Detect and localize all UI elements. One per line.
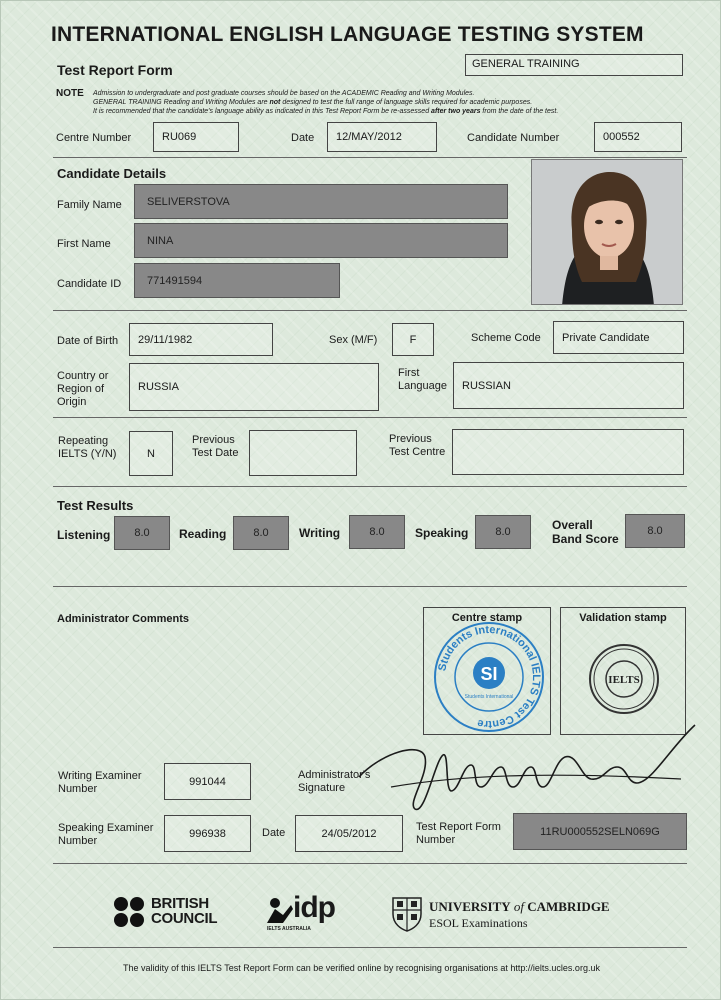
reading-value: 8.0: [253, 527, 269, 539]
note-line-2: GENERAL TRAINING Reading and Writing Modules are not designed to test the full range of language skills required for academic purposes.: [93, 99, 533, 106]
divider: [53, 947, 687, 948]
speaking-score: [475, 515, 531, 549]
divider: [53, 486, 687, 487]
divider: [53, 586, 687, 587]
centre-stamp-label: Centre stamp: [451, 612, 523, 624]
writing-score: [349, 515, 405, 549]
writing-value: 8.0: [369, 526, 385, 538]
cambridge-crest-icon: [391, 896, 423, 932]
stamp-inner-text: Students International: [464, 694, 514, 700]
test-date-value: 12/MAY/2012: [336, 131, 402, 143]
first-name-value: NINA: [147, 234, 174, 247]
country-label: Country or Region of Origin: [57, 370, 109, 408]
candidate-photo: [531, 159, 683, 305]
country-value: RUSSIA: [138, 381, 179, 393]
overall-label: Overall Band Score: [552, 518, 619, 546]
form-name: Test Report Form: [57, 62, 173, 78]
speaking-examiner-field: [164, 815, 251, 852]
family-name-field: [134, 184, 508, 219]
repeating-value: N: [147, 447, 155, 460]
module-box: [465, 54, 683, 76]
speaking-label: Speaking: [415, 526, 469, 540]
listening-label: Listening: [57, 528, 111, 542]
note-text: [93, 89, 673, 116]
previous-test-centre-field: [452, 429, 684, 475]
writing-examiner-field: [164, 763, 251, 800]
previous-test-date-label: Previous Test Date: [192, 434, 239, 459]
sex-field: [392, 323, 434, 356]
cambridge-name: UNIVERSITY of CAMBRIDGE: [429, 899, 610, 914]
divider: [53, 157, 687, 158]
portrait-image: [532, 160, 683, 305]
candidate-id-value: 771491594: [147, 274, 203, 287]
svg-text:SI: SI: [480, 664, 498, 684]
dob-value: 29/11/1982: [138, 333, 193, 346]
writing-examiner-value: 991044: [189, 775, 226, 788]
reading-score: [233, 516, 289, 550]
test-results-title: Test Results: [57, 498, 134, 513]
first-name-label: First Name: [57, 238, 111, 250]
cambridge-logo: [391, 896, 611, 936]
note-line-1: Admission to undergraduate and post graduate courses should be based on the ACADEMIC Reading and Writing Modules.: [93, 90, 475, 97]
idp-figure-icon: [265, 897, 295, 925]
admin-date-value: 24/05/2012: [321, 827, 377, 840]
scheme-code-label: Scheme Code: [471, 332, 541, 344]
overall-score: [625, 514, 685, 548]
centre-stamp-box: [423, 607, 551, 735]
divider: [53, 863, 687, 864]
divider: [53, 417, 687, 418]
reading-label: Reading: [179, 527, 227, 541]
british-council-text: BRITISH COUNCIL: [151, 895, 218, 927]
first-name-field: [134, 223, 508, 258]
speaking-examiner-label: Speaking Examiner Number: [58, 822, 154, 847]
centre-number-field: [153, 122, 239, 152]
candidate-number-label: Candidate Number: [467, 132, 560, 144]
dob-field: [129, 323, 273, 356]
note-line-3: It is recommended that the candidate's language ability as indicated in this Test Report Form be re-assessed after two years from the date of the test.: [93, 108, 559, 115]
date-label: Date: [291, 132, 315, 144]
overall-value: 8.0: [647, 525, 663, 537]
family-name-value: SELIVERSTOVA: [147, 195, 230, 208]
country-field: [129, 363, 379, 411]
previous-test-centre-label: Previous Test Centre: [389, 433, 446, 458]
first-language-label: First Language: [398, 367, 447, 392]
admin-signature-label: Administrator's Signature: [298, 769, 371, 794]
page-title: INTERNATIONAL ENGLISH LANGUAGE TESTING SYSTEM: [51, 23, 644, 46]
test-date-field: [327, 122, 437, 152]
validation-stamp-box: [560, 607, 686, 735]
trf-number-value: 11RU000552SELN069G: [540, 825, 660, 838]
first-language-value: RUSSIAN: [462, 379, 511, 392]
dob-label: Date of Birth: [57, 335, 119, 347]
validation-stamp-seal: [587, 642, 661, 716]
candidate-number-value: 000552: [603, 131, 640, 143]
candidate-details-title: Candidate Details: [57, 166, 167, 181]
stamp-ring-text: Students International IELTS Test Centre: [436, 623, 543, 731]
family-name-label: Family Name: [57, 199, 122, 211]
admin-date-label: Date: [262, 827, 286, 839]
cambridge-esol: ESOL Examinations: [429, 916, 528, 930]
speaking-examiner-value: 996938: [189, 827, 226, 840]
divider: [53, 310, 687, 311]
writing-examiner-label: Writing Examiner Number: [58, 770, 142, 795]
trf-number-field: [513, 813, 687, 850]
module-value: GENERAL TRAINING: [472, 58, 580, 70]
idp-text: idp: [293, 891, 335, 924]
british-council-dots-icon: [113, 896, 147, 930]
validation-stamp-text: IELTS: [608, 674, 640, 686]
verification-footer: The validity of this IELTS Test Report Form can be verified online by recognising organisations at http://ielts.ucles.org.uk: [123, 963, 600, 973]
idp-logo: [265, 893, 345, 935]
sex-value: F: [409, 333, 417, 346]
idp-subtext: IELTS AUSTRALIA: [267, 926, 311, 932]
validation-stamp-label: Validation stamp: [579, 612, 667, 624]
repeating-label: Repeating IELTS (Y/N): [58, 435, 117, 460]
sex-label: Sex (M/F): [329, 334, 378, 346]
listening-score: [114, 516, 170, 550]
admin-date-field: [295, 815, 403, 852]
administrator-signature: [351, 717, 707, 817]
writing-label: Writing: [299, 526, 341, 540]
candidate-id-field: [134, 263, 340, 298]
british-council-logo: [113, 895, 218, 935]
scheme-code-value: Private Candidate: [562, 331, 650, 344]
scheme-code-field: [553, 321, 684, 354]
administrator-comments-label: Administrator Comments: [57, 613, 190, 625]
centre-number-label: Centre Number: [56, 132, 132, 144]
speaking-value: 8.0: [495, 526, 511, 538]
previous-test-date-field: [249, 430, 357, 476]
first-language-field: [453, 362, 684, 409]
centre-number-value: RU069: [162, 131, 197, 143]
note-label: NOTE: [56, 88, 84, 99]
repeating-field: [129, 431, 173, 476]
trf-number-label: Test Report Form Number: [416, 821, 501, 846]
candidate-number-field: [594, 122, 682, 152]
candidate-id-label: Candidate ID: [57, 278, 122, 290]
listening-value: 8.0: [134, 527, 150, 539]
